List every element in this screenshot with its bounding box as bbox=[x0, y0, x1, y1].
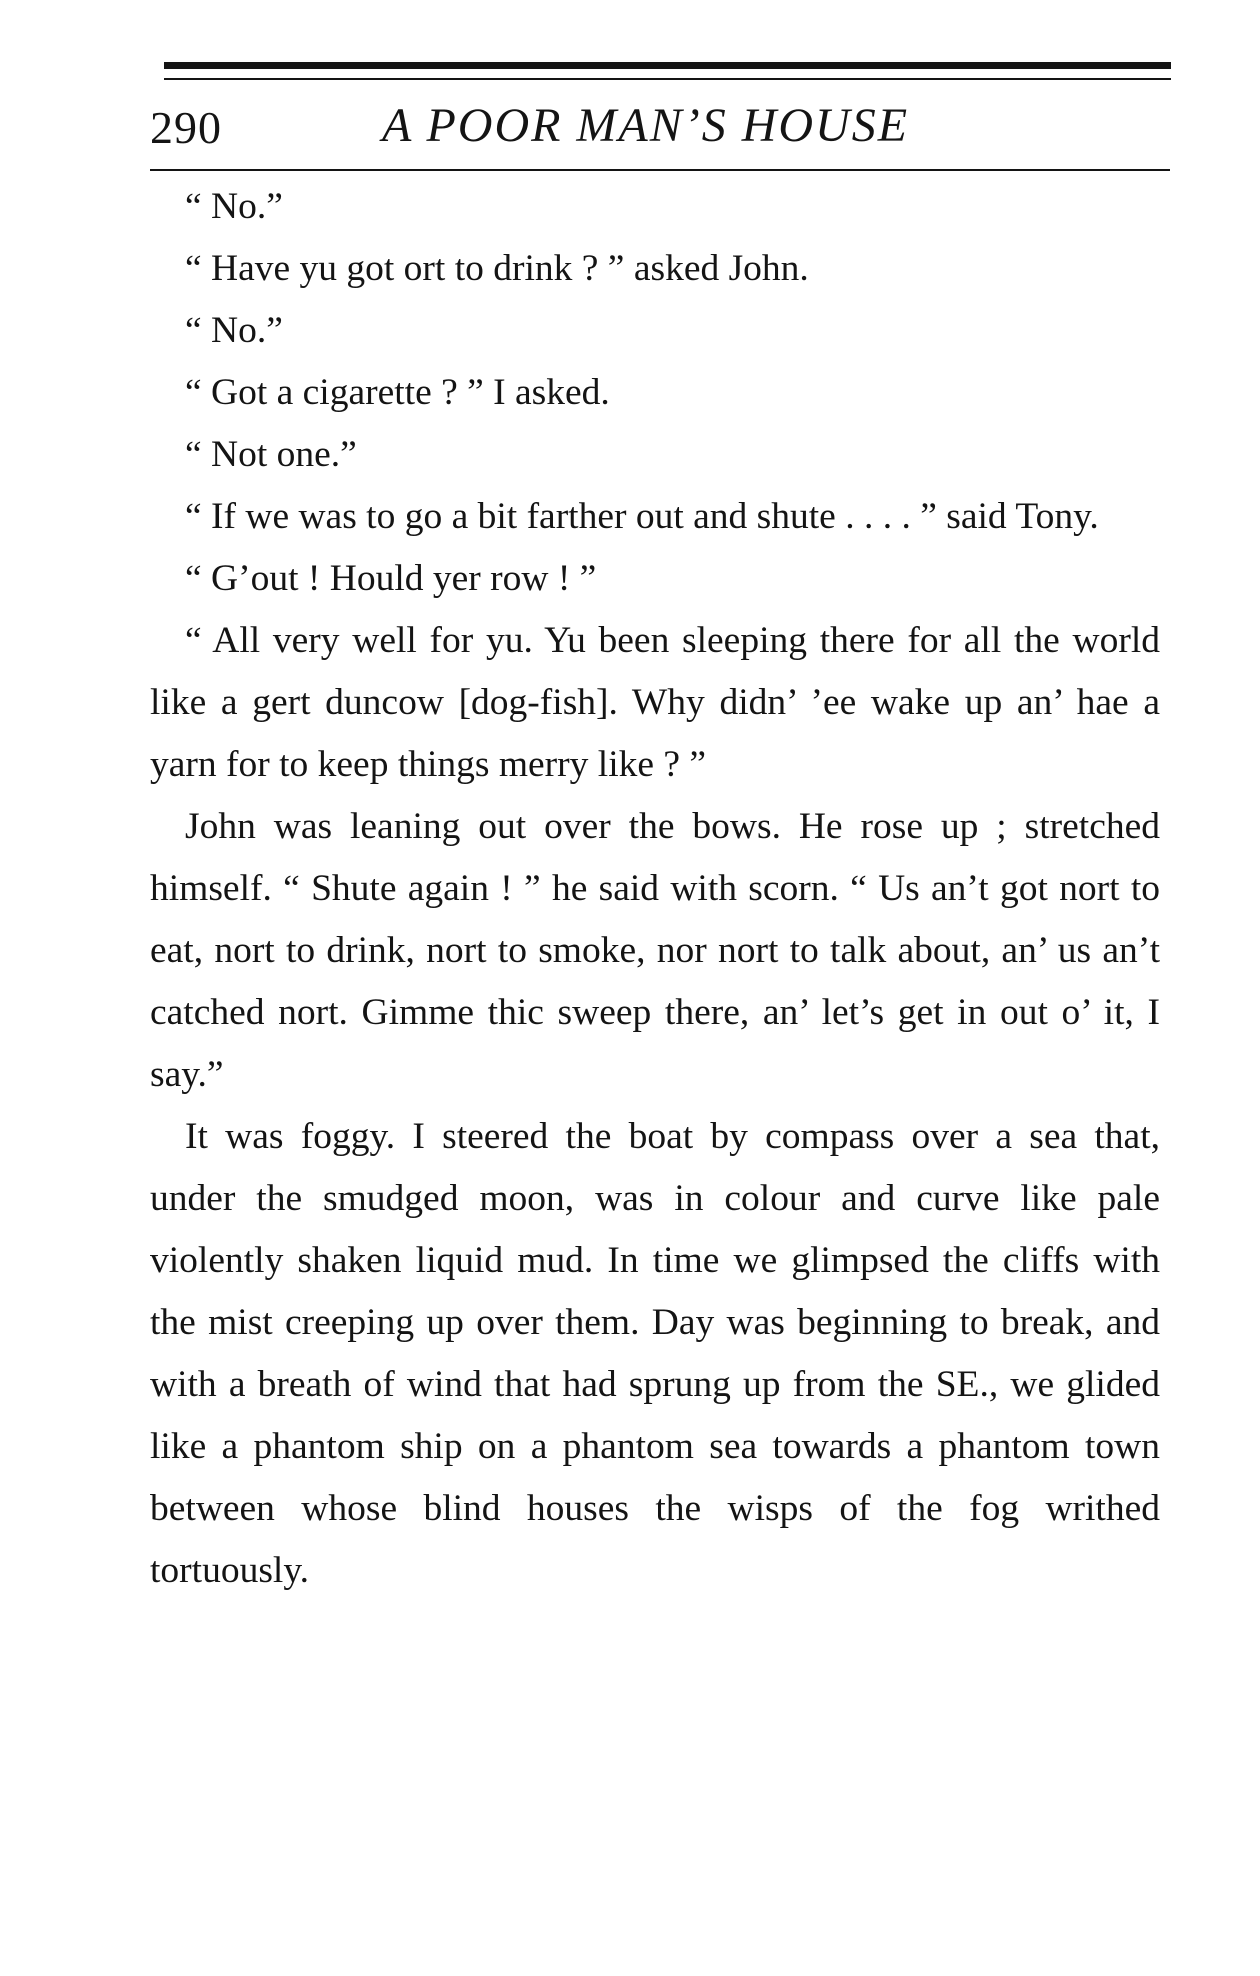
paragraph: “ No.” bbox=[185, 310, 283, 351]
top-rule-thick bbox=[164, 62, 1171, 69]
running-title: A POOR MAN’S HOUSE bbox=[382, 99, 910, 152]
paragraph: “ Got a cigarette ? ” I asked. bbox=[185, 372, 610, 413]
paragraph: “ G’out ! Hould yer row ! ” bbox=[185, 558, 597, 599]
paragraph: “ All very well for yu. Yu been sleeping there for all the world like a gert duncow [dog-fish]. Why didn’ ’ee wake up an’ hae a yarn for to keep things merry like ? ” bbox=[150, 620, 1160, 785]
page-number: 290 bbox=[150, 102, 222, 153]
running-header bbox=[150, 92, 1170, 164]
paragraph: “ Have yu got ort to drink ? ” asked John. bbox=[185, 248, 809, 289]
paragraph: “ Not one.” bbox=[185, 434, 357, 475]
paragraph: It was foggy. I steered the boat by compass over a sea that, under the smudged moon, was in colour and curve like pale violently shaken liquid mud. In time we glimpsed the cliffs with the mist creeping up over them. Day was beginning to break, and with a breath of wind that had sprung up from the SE., we glided like a phantom ship on a phantom sea towards a phantom town between whose blind houses the wisps of the fog writhed tortuously. bbox=[150, 1116, 1160, 1591]
paragraph: “ If we was to go a bit farther out and shute . . . . ” said Tony. bbox=[185, 496, 1099, 537]
top-rule-thin bbox=[164, 78, 1171, 80]
body-text bbox=[150, 176, 1160, 1602]
paragraph: John was leaning out over the bows. He rose up ; stretched himself. “ Shute again ! ” he said with scorn. “ Us an’t got nort to eat, nort to drink, nort to smoke, nor nort to talk about, an’ us an’t catched nort. Gimme thic sweep there, an’ let’s get in out o’ it, I say.” bbox=[150, 806, 1160, 1095]
header-rule bbox=[150, 169, 1170, 171]
paragraph: “ No.” bbox=[185, 186, 283, 227]
